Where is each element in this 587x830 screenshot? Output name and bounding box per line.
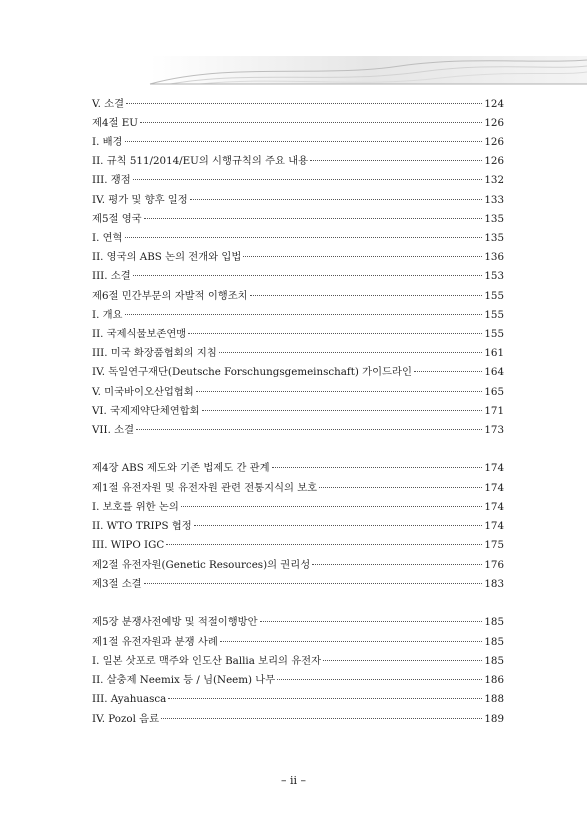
toc-leader-dots (277, 679, 482, 680)
toc-entry[interactable] (92, 653, 504, 669)
toc-entry-title: 제1절 유전자원과 분쟁 사례 (92, 636, 218, 648)
toc-leader-dots (125, 141, 483, 142)
toc-entry-page: 126 (484, 136, 504, 148)
toc-entry[interactable] (92, 134, 504, 150)
toc-entry[interactable] (92, 364, 504, 380)
toc-leader-dots (202, 410, 483, 411)
toc-entry-page: 185 (484, 655, 504, 667)
toc-entry-title: 제1절 유전자원 및 유전자원 관련 전통지식의 보호 (92, 482, 318, 494)
toc-entry[interactable] (92, 153, 504, 169)
toc-entry[interactable] (92, 614, 504, 630)
toc-entry[interactable] (92, 480, 504, 496)
toc-entry-page: 164 (484, 366, 504, 378)
toc-leader-dots (260, 621, 483, 622)
toc-leader-dots (310, 160, 482, 161)
toc-entry-page: 189 (484, 713, 504, 725)
toc-entry-page: 136 (484, 251, 504, 263)
toc-entry-title: I. 일본 삿포로 맥주와 인도산 Ballia 보리의 유전자 (92, 655, 322, 667)
toc-entry-title: II. 규칙 511/2014/EU의 시행규칙의 주요 내용 (92, 155, 309, 167)
toc-entry-page: 153 (484, 270, 504, 282)
toc-leader-dots (272, 467, 483, 468)
toc-entry-title: V. 소결 (92, 98, 125, 110)
toc-entry-title: 제2절 유전자원(Genetic Resources)의 권리성 (92, 559, 311, 571)
toc-entry[interactable] (92, 288, 504, 304)
toc-leader-dots (181, 506, 483, 507)
toc-entry[interactable] (92, 403, 504, 419)
toc-leader-dots (144, 218, 483, 219)
toc-entry[interactable] (92, 384, 504, 400)
toc-entry[interactable] (92, 268, 504, 284)
toc-entry-page: 183 (484, 578, 504, 590)
toc-leader-dots (136, 429, 482, 430)
toc-entry-page: 155 (484, 290, 504, 302)
toc-leader-dots (166, 544, 482, 545)
toc-leader-dots (168, 698, 482, 699)
toc-entry-title: II. WTO TRIPS 협정 (92, 520, 192, 532)
toc-entry-title: VI. 국제제약단체연합회 (92, 405, 200, 417)
toc-entry-title: II. 영국의 ABS 논의 전개와 입법 (92, 251, 242, 263)
toc-leader-dots (161, 718, 482, 719)
toc-entry-page: 133 (484, 194, 504, 206)
toc-entry[interactable] (92, 96, 504, 112)
toc-entry-page: 126 (484, 117, 504, 129)
toc-entry-title: III. 쟁점 (92, 174, 131, 186)
toc-leader-dots (125, 237, 483, 238)
toc-entry-page: 161 (484, 347, 504, 359)
toc-entry-page: 155 (484, 328, 504, 340)
toc-entry-title: II. 국제식물보존연맹 (92, 328, 187, 340)
toc-entry-title: III. WIPO IGC (92, 539, 165, 551)
toc-entry-page: 165 (484, 386, 504, 398)
toc-leader-dots (126, 103, 482, 104)
toc-entry-title: I. 보호를 위한 논의 (92, 501, 179, 513)
toc-entry-page: 185 (484, 616, 504, 628)
toc-leader-dots (220, 641, 483, 642)
toc-entry-title: IV. 독일연구재단(Deutsche Forschungsgemeinschaft) 가이드라인 (92, 366, 412, 378)
toc-entry-page: 155 (484, 309, 504, 321)
toc-entry[interactable] (92, 537, 504, 553)
toc-entry-title: 제5장 분쟁사전예방 및 적절이행방안 (92, 616, 258, 628)
toc-entry-page: 124 (484, 98, 504, 110)
toc-entry-title: I. 연혁 (92, 232, 123, 244)
toc-entry-page: 173 (484, 424, 504, 436)
toc-entry-page: 176 (484, 559, 504, 571)
toc-entry-page: 171 (484, 405, 504, 417)
toc-entry[interactable] (92, 422, 504, 438)
toc-entry[interactable] (92, 345, 504, 361)
toc-entry-title: 제4절 EU (92, 117, 138, 129)
header-banner (0, 0, 587, 92)
toc-entry[interactable] (92, 557, 504, 573)
toc-leader-dots (125, 314, 483, 315)
toc-entry[interactable] (92, 711, 504, 727)
toc-entry[interactable] (92, 326, 504, 342)
toc-entry-title: I. 배경 (92, 136, 123, 148)
toc-leader-dots (319, 487, 482, 488)
toc-entry-title: VII. 소결 (92, 424, 135, 436)
toc-entry-page: 132 (484, 174, 504, 186)
toc-leader-dots (312, 564, 482, 565)
toc-entry-title: 제3절 소결 (92, 578, 142, 590)
toc-entry-page: 185 (484, 636, 504, 648)
toc-entry-page: 174 (484, 482, 504, 494)
toc-leader-dots (190, 199, 483, 200)
toc-entry-page: 174 (484, 501, 504, 513)
toc-entry-page: 135 (484, 213, 504, 225)
toc-leader-dots (196, 391, 483, 392)
toc-entry-page: 175 (484, 539, 504, 551)
toc-entry[interactable] (92, 634, 504, 650)
toc-entry[interactable] (92, 192, 504, 208)
toc-entry-title: IV. 평가 및 향후 일정 (92, 194, 188, 206)
toc-leader-dots (133, 275, 483, 276)
toc-leader-dots (219, 352, 483, 353)
toc-entry[interactable] (92, 691, 504, 707)
toc-entry[interactable] (92, 672, 504, 688)
toc-entry-title: III. Ayahuasca (92, 693, 167, 705)
toc-leader-dots (250, 295, 483, 296)
toc-entry[interactable] (92, 230, 504, 246)
toc-leader-dots (323, 660, 482, 661)
toc-entry[interactable] (92, 307, 504, 323)
toc-leader-dots (133, 179, 483, 180)
toc-entry[interactable] (92, 249, 504, 265)
toc-entry-page: 186 (484, 674, 504, 686)
toc-entry-title: III. 소결 (92, 270, 131, 282)
toc-entry[interactable] (92, 172, 504, 188)
toc-leader-dots (194, 525, 483, 526)
toc-entry-page: 188 (484, 693, 504, 705)
toc-entry-page: 126 (484, 155, 504, 167)
toc-entry-title: 제5절 영국 (92, 213, 142, 225)
toc-entry-page: 135 (484, 232, 504, 244)
toc-entry[interactable] (92, 460, 504, 476)
toc-entry-title: IV. Pozol 음료 (92, 713, 160, 725)
toc-entry-title: V. 미국바이오산업협회 (92, 386, 194, 398)
toc-entry[interactable] (92, 211, 504, 227)
toc-entry-page: 174 (484, 520, 504, 532)
toc-entry[interactable] (92, 499, 504, 515)
toc-leader-dots (414, 371, 482, 372)
toc-leader-dots (144, 583, 483, 584)
toc-entry[interactable] (92, 115, 504, 131)
toc-entry[interactable] (92, 518, 504, 534)
toc-leader-dots (243, 256, 482, 257)
toc-entry-title: 제4장 ABS 제도와 기존 법제도 간 관계 (92, 462, 270, 474)
toc-entry-title: II. 살충제 Neemix 등 / 님(Neem) 나무 (92, 674, 276, 686)
toc-entry[interactable] (92, 576, 504, 592)
page-number: – ii – (280, 774, 307, 787)
toc-leader-dots (188, 333, 482, 334)
toc-leader-dots (140, 122, 482, 123)
toc-entry-title: III. 미국 화장품협회의 지침 (92, 347, 217, 359)
toc-entry-title: I. 개요 (92, 309, 123, 321)
toc-entry-page: 174 (484, 462, 504, 474)
toc-entry-title: 제6절 민간부문의 자발적 이행조치 (92, 290, 248, 302)
